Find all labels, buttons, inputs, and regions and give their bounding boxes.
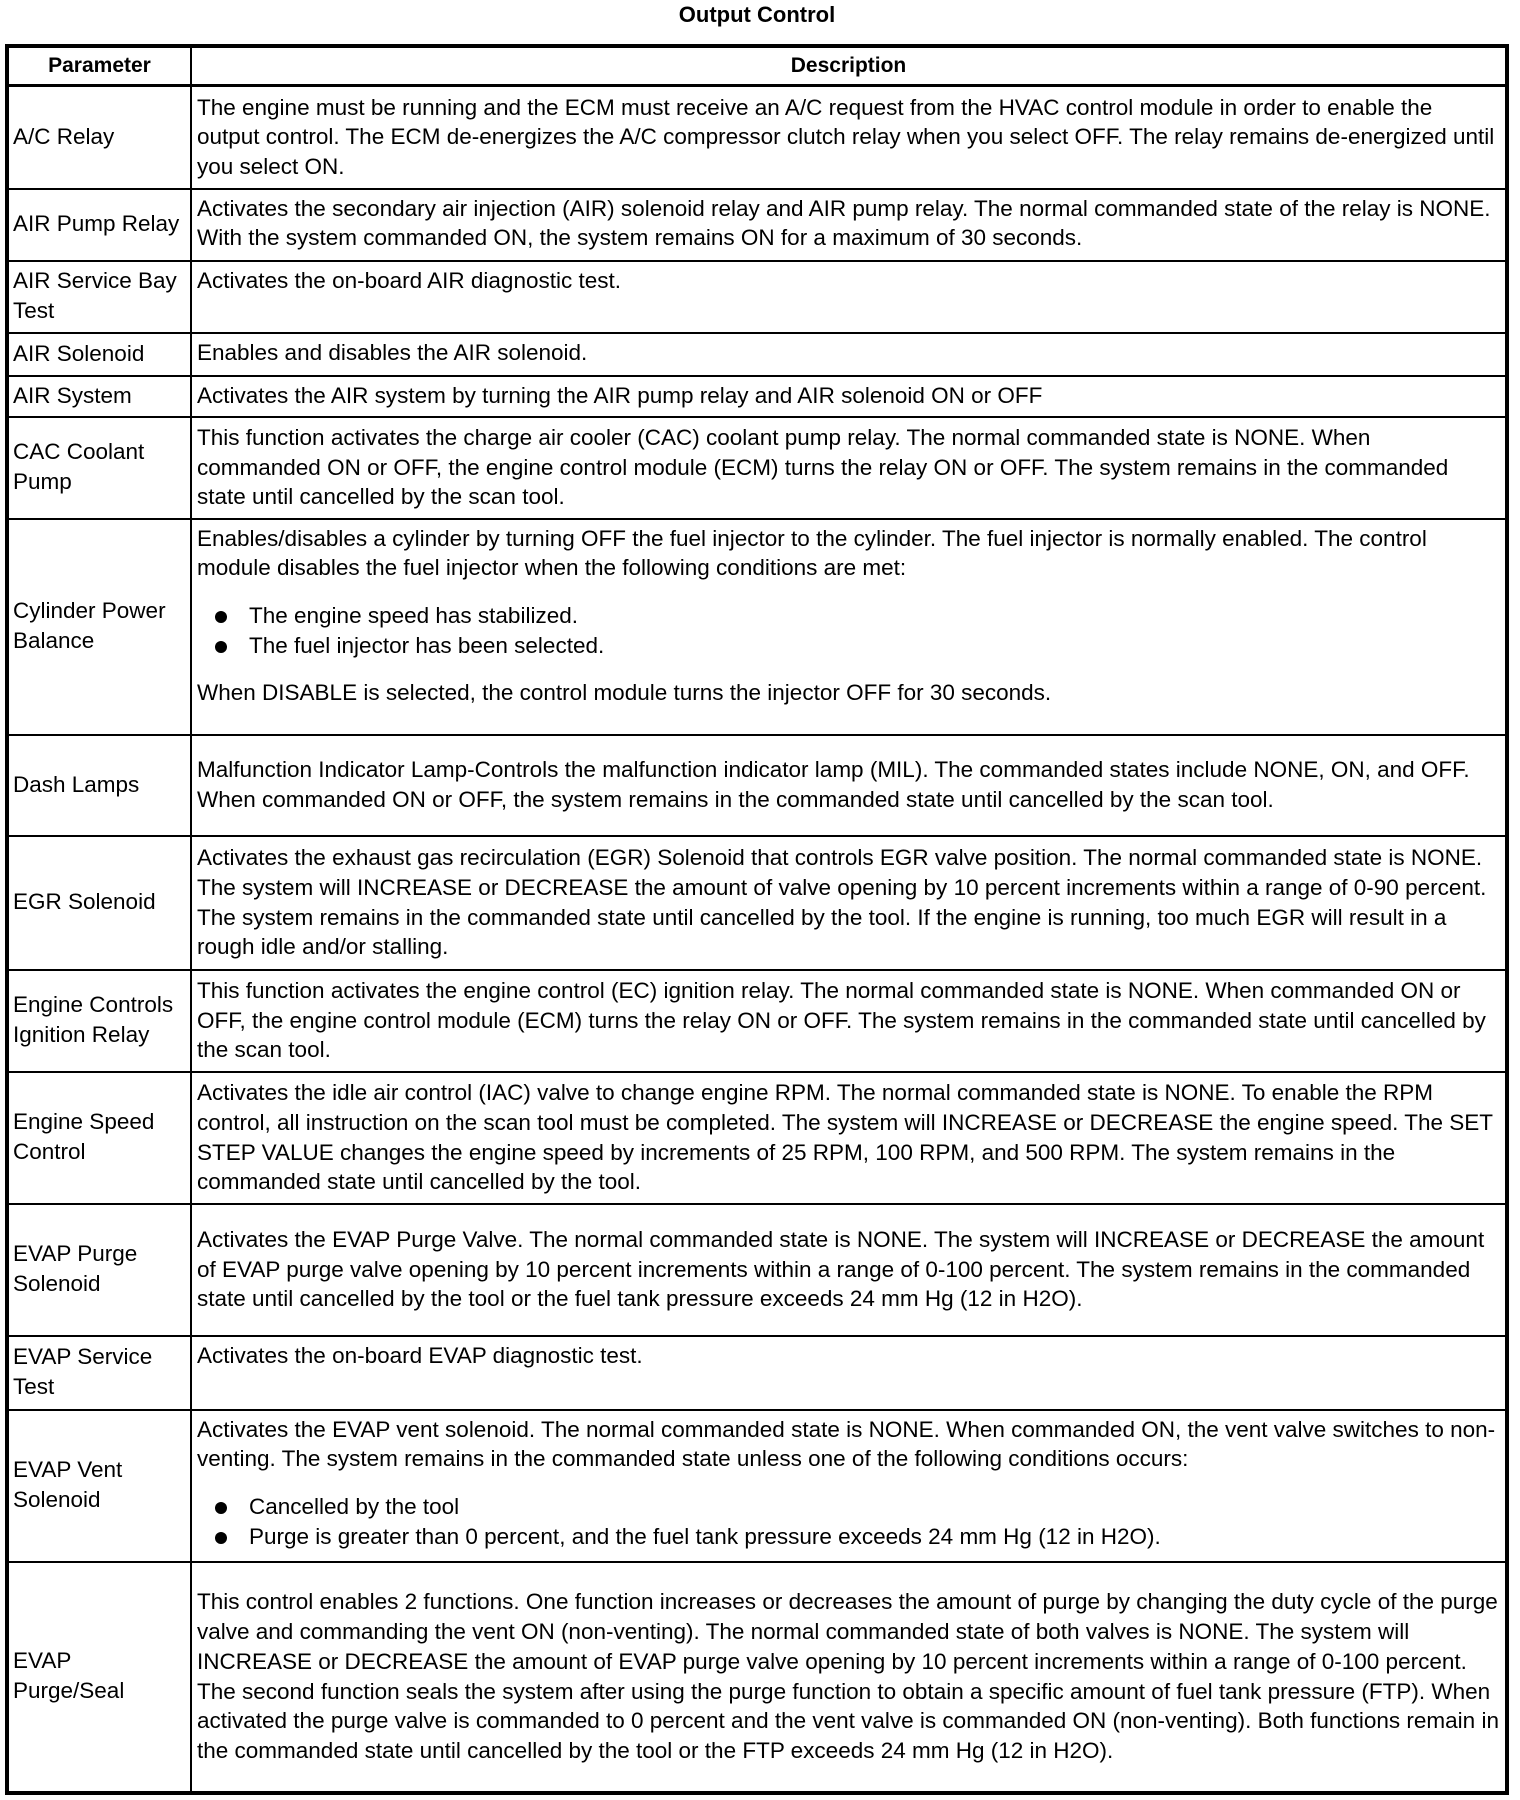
parameter-cell: AIR Pump Relay	[7, 189, 191, 261]
table-row	[7, 333, 1507, 376]
description-text: Activates the secondary air injection (AIR) solenoid relay and AIR pump relay. The normal commanded state of the relay is NONE. With the system commanded ON, the system remains ON for a maximum of 30 seconds.	[197, 195, 1491, 251]
output-control-table	[5, 44, 1509, 1795]
table-row	[7, 189, 1507, 261]
column-header-description: Description	[191, 46, 1507, 86]
parameter-cell: EGR Solenoid	[7, 836, 191, 970]
parameter-cell: Engine Controls Ignition Relay	[7, 970, 191, 1072]
description-cell	[191, 261, 1507, 333]
bullet-icon	[215, 641, 227, 653]
parameter-cell: A/C Relay	[7, 86, 191, 189]
description-text: Activates the on-board EVAP diagnostic test.	[197, 1342, 643, 1368]
description-text: Activates the EVAP Purge Valve. The normal commanded state is NONE. The system will INCREASE or DECREASE the amount of EVAP purge valve opening by 10 percent increments within a range of 0-100 percent. The system remains in the commanded state until cancelled by the tool or the fuel tank pressure exceeds 24 mm Hg (12 in H2O).	[197, 1226, 1485, 1312]
list-item-text: The fuel injector has been selected.	[249, 632, 605, 658]
bullet-icon	[215, 1532, 227, 1544]
list-item	[197, 631, 1500, 661]
parameter-cell: EVAP Service Test	[7, 1336, 191, 1410]
description-text: Enables and disables the AIR solenoid.	[197, 339, 588, 365]
bullet-icon	[215, 1502, 227, 1514]
description-text: The engine must be running and the ECM must receive an A/C request from the HVAC control module in order to enable the output control. The ECM de-energizes the A/C compressor clutch relay when you select OFF. The relay remains de-energized until you select ON.	[197, 94, 1495, 180]
parameter-cell: EVAP Vent Solenoid	[7, 1410, 191, 1562]
description-text: Activates the on-board AIR diagnostic test.	[197, 267, 621, 293]
description-cell	[191, 1336, 1507, 1410]
table-row	[7, 1410, 1507, 1562]
description-cell	[191, 333, 1507, 376]
parameter-cell: EVAP Purge/Seal	[7, 1562, 191, 1793]
description-cell	[191, 1204, 1507, 1336]
description-text: Activates the idle air control (IAC) valve to change engine RPM. The normal commanded state is NONE. To enable the RPM control, all instruction on the scan tool must be completed. The system will INCREASE or DECREASE the engine speed. The SET STEP VALUE changes the engine speed by increments of 25 RPM, 100 RPM, and 500 RPM. The system remains in the commanded state until cancelled by the tool.	[197, 1080, 1493, 1195]
table-row	[7, 376, 1507, 417]
table-row	[7, 970, 1507, 1072]
parameter-cell: Engine Speed Control	[7, 1072, 191, 1204]
parameter-cell: Dash Lamps	[7, 735, 191, 836]
description-cell	[191, 519, 1507, 735]
table-row	[7, 1336, 1507, 1410]
table-row	[7, 1562, 1507, 1793]
description-cell	[191, 1410, 1507, 1562]
table-body	[7, 86, 1507, 1793]
table-row	[7, 1072, 1507, 1204]
table-header-row	[7, 46, 1507, 86]
list-item	[197, 1522, 1500, 1552]
table-row	[7, 1204, 1507, 1336]
description-cell	[191, 1072, 1507, 1204]
description-text: Malfunction Indicator Lamp-Controls the malfunction indicator lamp (MIL). The commanded states include NONE, ON, and OFF. When commanded ON or OFF, the system remains in the commanded state until cancelled by the scan tool.	[197, 757, 1470, 812]
description-text: This function activates the charge air cooler (CAC) coolant pump relay. The normal commanded state is NONE. When commanded ON or OFF, the engine control module (ECM) turns the relay ON or OFF. The system remains in the commanded state until cancelled by the scan tool.	[197, 424, 1449, 510]
list-item	[197, 1492, 1500, 1522]
list-item-text: Purge is greater than 0 percent, and the fuel tank pressure exceeds 24 mm Hg (12 in H2O).	[249, 1523, 1161, 1549]
table-row	[7, 519, 1507, 735]
table-row	[7, 86, 1507, 189]
description-text: Enables/disables a cylinder by turning OFF the fuel injector to the cylinder. The fuel injector is normally enabled. The control module disables the fuel injector when the following conditions are met:	[197, 525, 1427, 581]
description-cell	[191, 735, 1507, 836]
condition-list	[197, 601, 1500, 660]
table-row	[7, 735, 1507, 836]
parameter-cell: CAC Coolant Pump	[7, 417, 191, 519]
list-item	[197, 601, 1500, 631]
parameter-cell: AIR Service Bay Test	[7, 261, 191, 333]
description-cell	[191, 189, 1507, 261]
description-text: Activates the AIR system by turning the AIR pump relay and AIR solenoid ON or OFF	[197, 382, 1043, 408]
parameter-cell: AIR Solenoid	[7, 333, 191, 376]
list-item-text: Cancelled by the tool	[249, 1493, 460, 1519]
condition-list	[197, 1492, 1500, 1551]
parameter-cell: Cylinder Power Balance	[7, 519, 191, 735]
parameter-cell: AIR System	[7, 376, 191, 417]
column-header-parameter: Parameter	[7, 46, 191, 86]
description-cell	[191, 417, 1507, 519]
page-title: Output Control	[678, 2, 836, 27]
description-cell	[191, 836, 1507, 970]
table-row	[7, 417, 1507, 519]
description-text: This control enables 2 functions. One function increases or decreases the amount of purge by changing the duty cycle of the purge valve and commanding the vent ON (non-venting). The normal commanded state of both valves is NONE. The system will INCREASE or DECREASE the amount of EVAP purge valve opening by 10 percent increments within a range of 0-100 percent. The second function seals the system after using the purge function to obtain a specific amount of fuel tank pressure (FTP). When activated the purge valve is commanded to 0 percent and the vent valve is commanded ON (non-venting). Both functions remain in the commanded state until cancelled by the tool or the FTP exceeds 24 mm Hg (12 in H2O).	[197, 1589, 1499, 1763]
description-text: Activates the exhaust gas recirculation (EGR) Solenoid that controls EGR valve position. The normal commanded state is NONE. The system will INCREASE or DECREASE the amount of valve opening by 10 percent increments within a range of 0-90 percent. The system remains in the commanded state until cancelled by the tool. If the engine is running, too much EGR will result in a rough idle and/or stalling.	[197, 845, 1487, 960]
table-row	[7, 836, 1507, 970]
description-cell	[191, 970, 1507, 1072]
description-text: This function activates the engine control (EC) ignition relay. The normal commanded state is NONE. When commanded ON or OFF, the engine control module (ECM) turns the relay ON or OFF. The system remains in the commanded state until cancelled by the scan tool.	[197, 977, 1486, 1063]
description-cell	[191, 86, 1507, 189]
description-note: When DISABLE is selected, the control module turns the injector OFF for 30 seconds.	[197, 680, 1052, 706]
table-row	[7, 261, 1507, 333]
description-text: Activates the EVAP vent solenoid. The normal commanded state is NONE. When commanded ON, the vent valve switches to non-venting. The system remains in the commanded state unless one of the following conditions occurs:	[197, 1416, 1496, 1472]
description-cell	[191, 376, 1507, 417]
parameter-cell: EVAP Purge Solenoid	[7, 1204, 191, 1336]
bullet-icon	[215, 611, 227, 623]
description-cell	[191, 1562, 1507, 1793]
list-item-text: The engine speed has stabilized.	[249, 602, 578, 628]
